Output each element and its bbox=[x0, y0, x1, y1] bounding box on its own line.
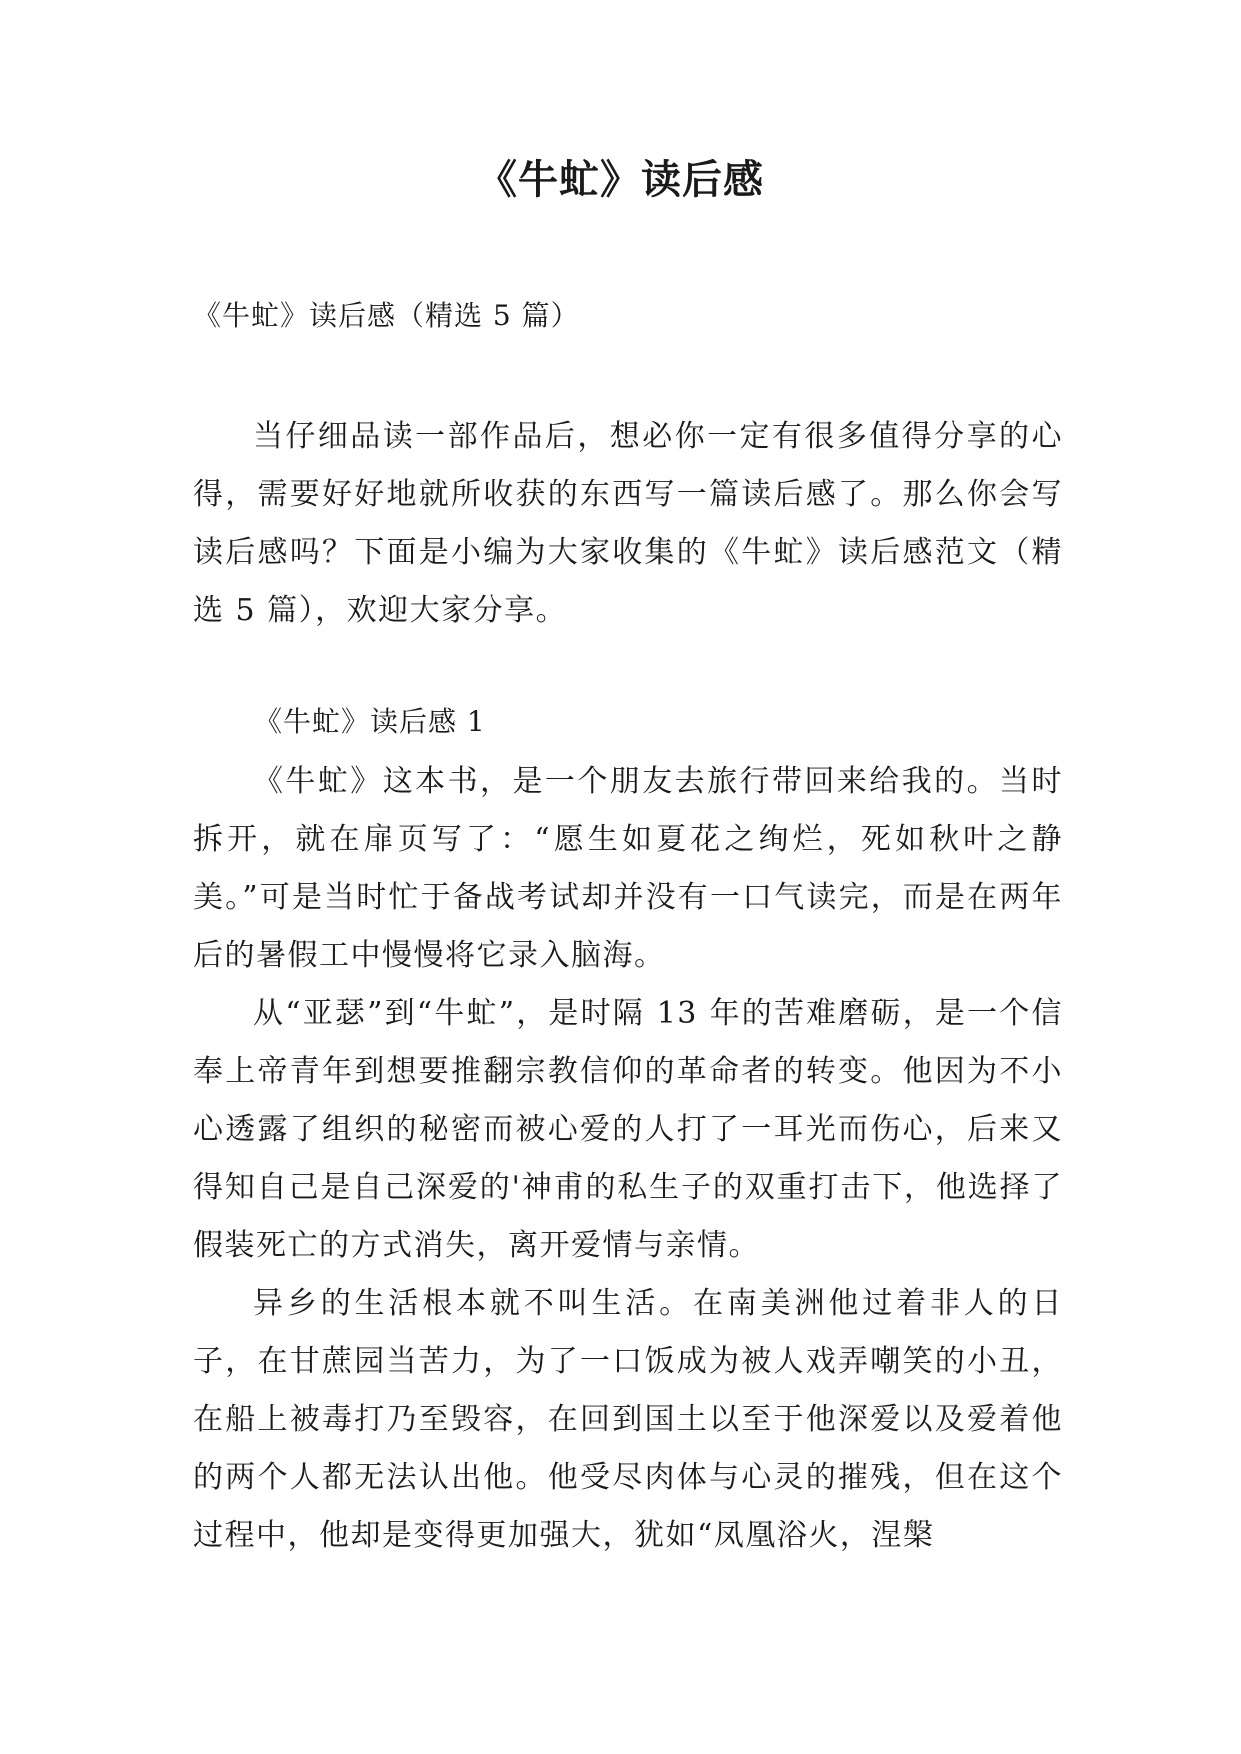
essay-body bbox=[193, 753, 1063, 1565]
intro-section bbox=[193, 408, 1063, 640]
document-title: 《牛虻》读后感 bbox=[477, 157, 764, 203]
intro-paragraph: 当仔细品读一部作品后，想必你一定有很多值得分享的心得，需要好好地就所收获的东西写一篇读后感了。那么你会写读后感吗？下面是小编为大家收集的《牛虻》读后感范文（精选 5 篇），欢迎大家分享。 bbox=[193, 419, 1063, 628]
body-paragraph-3: 异乡的生活根本就不叫生活。在南美洲他过着非人的日子，在甘蔗园当苦力，为了一口饭成为被人戏弄嘲笑的小丑，在船上被毒打乃至毁容，在回到国土以至于他深爱以及爱着他的两个人都无法认出他。他受尽肉体与心灵的摧残，但在这个过程中，他却是变得更加强大，犹如“凤凰浴火，涅槃 bbox=[193, 1286, 1063, 1553]
document-subtitle: 《牛虻》读后感（精选 5 篇） bbox=[193, 299, 580, 332]
body-paragraph-2: 从“亚瑟”到“牛虻”，是时隔 13 年的苦难磨砺，是一个信奉上帝青年到想要推翻宗教信仰的革命者的转变。他因为不小心透露了组织的秘密而被心爱的人打了一耳光而伤心，后来又得知自己是自己深爱的'神甫的私生子的双重打击下，他选择了假装死亡的方式消失，离开爱情与亲情。 bbox=[193, 996, 1063, 1263]
body-paragraph-1: 《牛虻》这本书，是一个朋友去旅行带回来给我的。当时拆开，就在扉页写了：“愿生如夏花之绚烂，死如秋叶之静美。”可是当时忙于备战考试却并没有一口气读完，而是在两年后的暑假工中慢慢将它录入脑海。 bbox=[193, 764, 1063, 973]
section-heading: 《牛虻》读后感 1 bbox=[254, 705, 486, 738]
